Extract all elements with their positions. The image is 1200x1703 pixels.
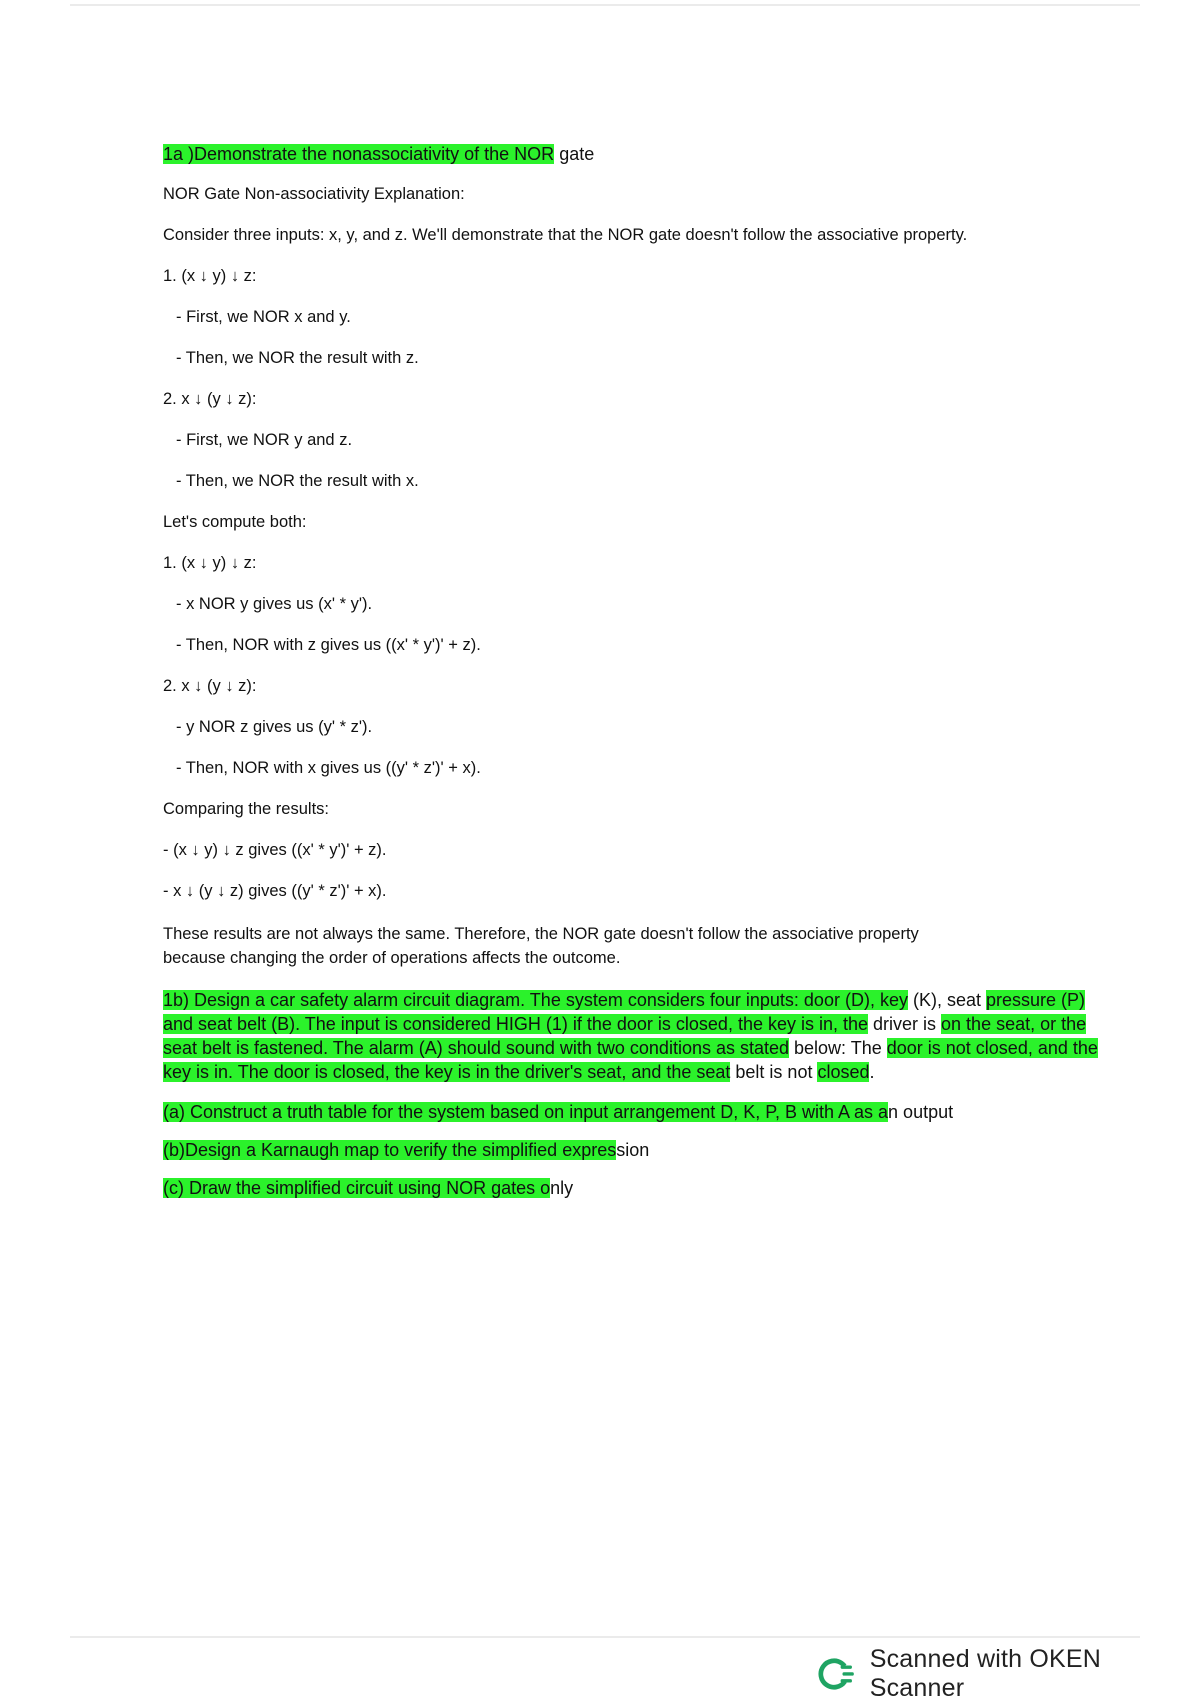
step-b1-title: 1. (x ↓ y) ↓ z: xyxy=(163,554,257,572)
part-b-highlight: (b)Design a Karnaugh map to verify the simplified expres xyxy=(163,1140,617,1160)
question-1a-highlight: 1a )Demonstrate the nonassociativity of the NOR xyxy=(163,144,555,164)
step-a1-line1: - First, we NOR x and y. xyxy=(176,308,351,326)
step-a1-line2: - Then, we NOR the result with z. xyxy=(176,349,419,367)
bottom-edge-rule xyxy=(70,1636,1140,1638)
step-a2-line1: - First, we NOR y and z. xyxy=(176,431,353,449)
question-1b-hl-3: on the seat, or the seat belt is fastened. The alarm (A) should sound with two conditions as stated xyxy=(163,1014,1087,1058)
question-1b-text-5: . xyxy=(869,1062,875,1082)
scanner-watermark xyxy=(818,1645,1200,1702)
explanation-heading: NOR Gate Non-associativity Explanation: xyxy=(163,185,465,203)
part-c-highlight: (c) Draw the simplified circuit using NOR gates o xyxy=(163,1178,551,1198)
question-1a xyxy=(163,142,1113,166)
step-a2-title: 2. x ↓ (y ↓ z): xyxy=(163,390,257,408)
question-1b xyxy=(163,988,1113,1084)
step-b2-line1: - y NOR z gives us (y' * z'). xyxy=(176,718,373,736)
question-1b-hl-1: 1b) Design a car safety alarm circuit diagram. The system considers four inputs: door (D), key xyxy=(163,990,908,1010)
part-a xyxy=(163,1100,1113,1124)
question-1b-hl-5: closed xyxy=(817,1062,870,1082)
part-a-rest: n output xyxy=(888,1102,954,1122)
result-line-2: - x ↓ (y ↓ z) gives ((y' * z')' + x). xyxy=(163,882,387,900)
question-1a-rest: gate xyxy=(554,144,595,164)
question-1b-text-2: driver is xyxy=(868,1014,942,1034)
result-line-1: - (x ↓ y) ↓ z gives ((x' * y')' + z). xyxy=(163,841,387,859)
document-body xyxy=(163,142,1113,1214)
oken-scanner-logo-icon xyxy=(818,1655,856,1693)
part-c-rest: nly xyxy=(550,1178,574,1198)
step-a2-line2: - Then, we NOR the result with x. xyxy=(176,472,419,490)
top-edge-rule xyxy=(70,4,1140,6)
question-1b-hl-2: pressure (P) and seat belt (B). The input is considered HIGH (1) if the door is closed, the key is in, the xyxy=(163,990,1086,1034)
part-b xyxy=(163,1138,1113,1162)
step-b2-line2: - Then, NOR with x gives us ((y' * z')' + x). xyxy=(176,759,481,777)
conclusion-text: These results are not always the same. Therefore, the NOR gate doesn't follow the associative property because changing the order of operations affects the outcome. xyxy=(163,925,919,967)
step-b1-line2: - Then, NOR with z gives us ((x' * y')' + z). xyxy=(176,636,481,654)
question-1b-hl-4: door is not closed, and the key is in. The door is closed, the key is in the driver's seat, and the seat xyxy=(163,1038,1098,1082)
compute-label: Let's compute both: xyxy=(163,513,307,531)
part-a-highlight: (a) Construct a truth table for the system based on input arrangement D, K, P, B with A as a xyxy=(163,1102,889,1122)
part-c xyxy=(163,1176,1113,1200)
part-b-rest: sion xyxy=(616,1140,650,1160)
step-b2-title: 2. x ↓ (y ↓ z): xyxy=(163,677,257,695)
intro-text: Consider three inputs: x, y, and z. We'll demonstrate that the NOR gate doesn't follow the associative property. xyxy=(163,226,968,244)
question-1b-text-4: belt is not xyxy=(730,1062,818,1082)
question-1b-text-3: below: The xyxy=(789,1038,887,1058)
scanner-label: Scanned with OKEN Scanner xyxy=(869,1645,1101,1702)
step-b1-line1: - x NOR y gives us (x' * y'). xyxy=(176,595,373,613)
question-1b-text-1: (K), seat xyxy=(907,990,986,1010)
step-a1-title: 1. (x ↓ y) ↓ z: xyxy=(163,267,257,285)
comparing-label: Comparing the results: xyxy=(163,800,329,818)
